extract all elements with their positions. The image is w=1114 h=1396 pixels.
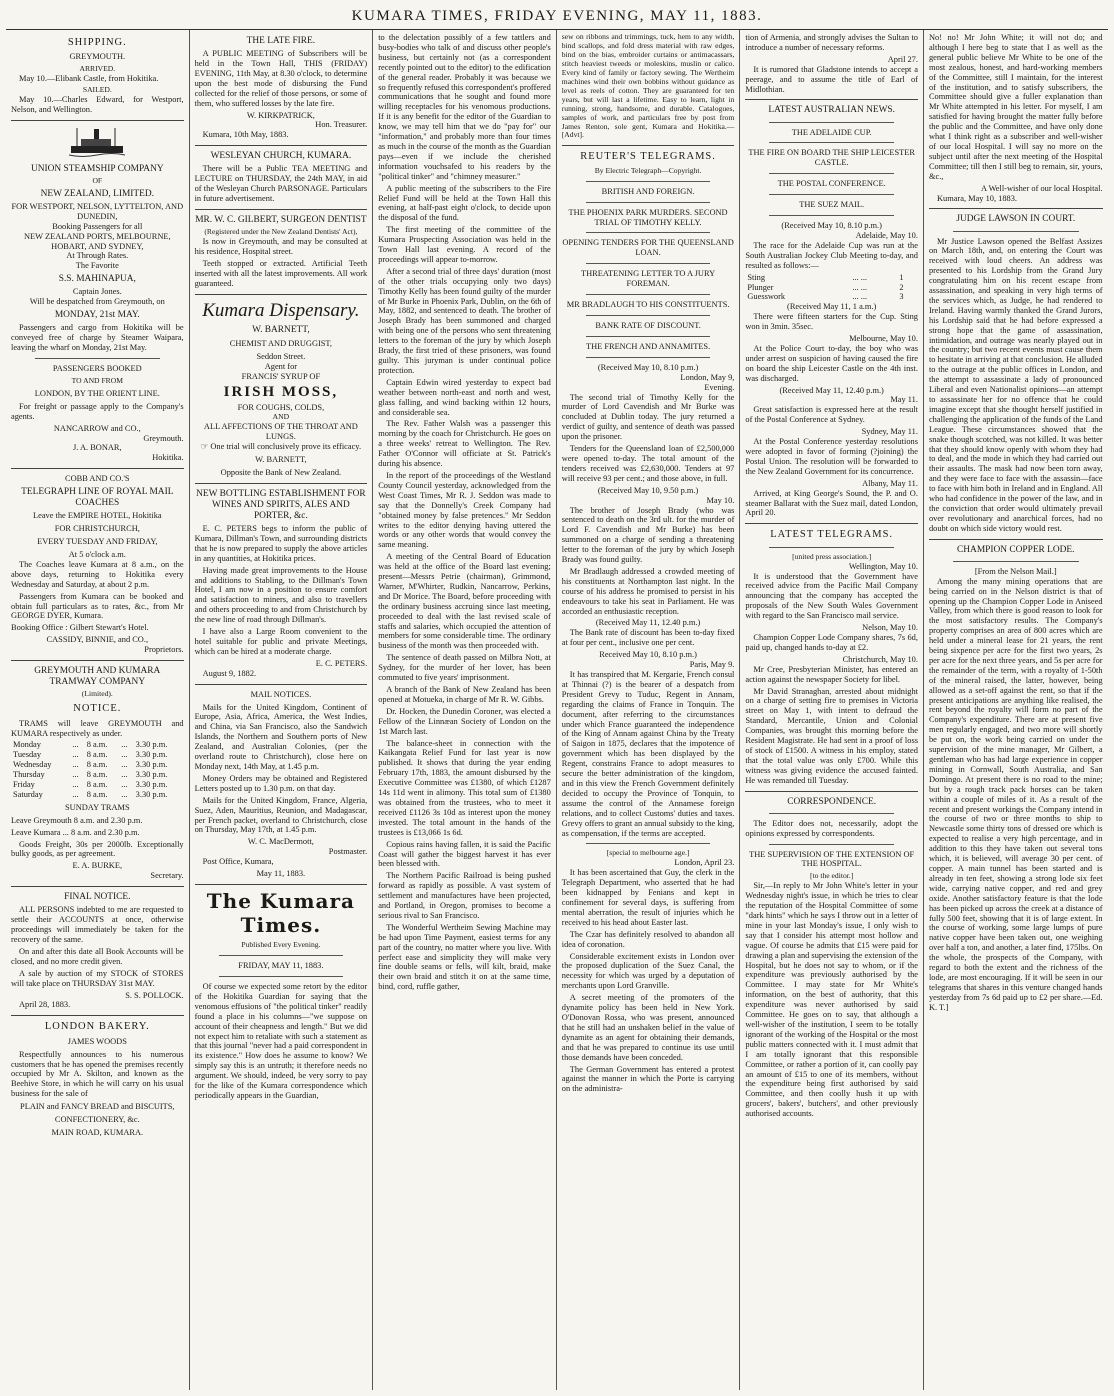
headline: THREATENING LETTER TO A JURY FOREMAN. [581,269,716,289]
bakery-addr: MAIN ROAD, KUMARA. [51,1127,144,1137]
special-line: [special to melbourne age.] [606,848,690,858]
pb-agent1: NANCARROW and CO., [53,423,141,433]
dateline: Evening. [704,382,735,392]
mail-body: Mails for the United Kingdom, Continent of Europe, Asia, Africa, America, the West Indies, and China, via San Francisco, also the Sandwich Islands, the Northern and Southern ports of New Zealand, and Australian Colonies, (per the overland route to Christchurch), close here on Monday next, 14th May, at 1.45 p.m. [194,702,368,771]
received-line: (Received May 10, 8.10 p.m.) [781,221,882,231]
telegram: Mr Bradlaugh addressed a crowded meeting of his constituents at Northampton last night. In the course of his address he promised to persist in his endeavours to take his seat in Parliament. He was accorded an enthusiastic reception. [561,566,735,616]
uss-title: UNION STEAMSHIP COMPANY [30,163,164,174]
telegram: tion of Armenia, and strongly advises the Sultan to introduce a number of necessary reforms. [745,33,918,52]
lan-title: LATEST AUSTRALIAN NEWS. [768,105,895,116]
mail-body3: Mails for the United Kingdom, France, Algeria, Suez, Aden, Mauritius, Reunion, and Madagascar, per French packet, overland to Christchurch, close on Thursday, May 17th, at 1.45 p.m. [194,795,368,835]
uss-rates: At Through Rates. [66,251,129,261]
reuter-by: By Electric Telegraph—Copyright. [594,165,702,175]
advert-text: sew on ribbons and trimmings, tuck, hem to any width, bind scallops, and fold dress material with raw edges, bind on the bias, embroider curtains or antimacassars, stitch heaviest tweeds or moleskins, muslin or calico. Every kind of family or factory sewing. The Wertheim machines wind their own bobbins without guidance as level as reels of cotton. They are guaranteed for ten years, but will last a lifetime. Easy to learn, light in running, strong, handsome, and durable. Catalogues, samples of work, and particulars free by post from James Renton, sole gent, Kumara and Hokitika.—[Advt]. [561,32,735,140]
dateline: London, May 9, [680,372,735,382]
bakery-conf: CONFECTIONERY, &c. [54,1115,140,1125]
headline: THE SUEZ MAIL. [799,200,865,210]
disp-role: CHEMIST AND DRUGGIST, [229,339,333,349]
cobb-for: FOR CHRISTCHURCH, [54,524,140,534]
mail-sig2: Postmaster. [328,847,368,857]
disp-opp: Opposite the Bank of New Zealand. [220,467,342,477]
uss-nz: NEW ZEALAND, LIMITED. [40,188,154,199]
tram-notice: NOTICE. [73,703,122,715]
telegram: Champion Copper Lode Company shares, 7s 6d, paid up, changed hands to-day at £2. [745,633,918,652]
telegram: Arrived, at King George's Sound, the P. and O. steamer Ballarat with the Suez mail, dated London, April 20. [745,488,918,518]
telegram: It has transpired that M. Kergarie, French consul at Thinnai (?) is the bearer of a despatch from President Grevy to Tuduc, Regent in Annam, regarding the claims of France in Tonquin. The document, after referring to the circumstances under which France guaranteed the independence of the King of Annam against China by the Treaty of Saigon in 1875, declares that the impotence of government which has been displayed by the Regent, constrains France to adopt measures to secure the better administration of the kingdom, and in this view the French Government definitely decided to occupy the Province of Tonquin, to assume the control of the Annamese foreign relations, and to collect Customs' duties and taxes. Grevy offers to grant an annual subsidy to the king, as compensation, if the terms are accepted. [561,670,735,838]
dateline: London, April 23. [674,858,735,868]
dateline: April 27. [887,54,918,64]
copper-from: [From the Nelson Mail.] [974,566,1057,576]
sunday-1: Leave Greymouth 8 a.m. and 2.30 p.m. [11,815,143,825]
telegram: Mr David Stranaghan, arrested about midnight on a charge of setting fire to premises in Victoria street on May 1, with intent to defraud the Standard, Mercantile, Union and Colonial Companies, was brought this morning before the Resident Magistrate. He had sent in a proof of loss of stock of £1500. A witness in his employ, stated that the total value was only £700. While this witness was giving evidence the accused fainted. He was remanded till Tuesday. [745,686,918,785]
wes-title: WESLEYAN CHURCH, KUMARA. [210,151,352,162]
shipping-title: SHIPPING. [67,37,127,48]
column-3 [373,30,557,1390]
upa-line: [united press association.] [792,551,872,561]
final-title: FINAL NOTICE. [64,892,131,903]
disp-all: ALL AFFECTIONS OF THE THROAT AND LUNGS. [203,422,358,442]
headline: THE FRENCH AND ANNAMITES. [585,341,711,351]
steamship-icon [11,126,184,161]
gilbert-body2: Teeth stopped or extracted. Artificial Teeth inserted with all the latest improvements. All work guaranteed. [194,258,368,288]
table-row: Wednesday ... 8 a.m. ... 3.30 p.m. [13,760,168,770]
article-paragraph: A public meeting of the subscribers to the Fire Relief Fund will be held at the Town Hall this evening, at half-past eight o'clock, to decide upon the disposal of the fund. [378,183,551,223]
tram-title: GREYMOUTH AND KUMARA TRAMWAY COMPANY [34,666,161,688]
mail-office: Post Office, Kumara, [202,857,274,867]
fire-sig2: Hon. Treasurer. [315,120,368,130]
sunday-2: Leave Kumara ... 8 a.m. and 2.30 p.m. [11,827,140,837]
telegram: The Czar has definitely resolved to abandon all idea of coronation. [561,929,735,949]
sunday-title: SUNDAY TRAMS [64,802,130,812]
letter-date: Kumara, May 10, 1883. [936,193,1017,203]
pb-agent2: J. A. BONAR, [72,443,122,453]
article-paragraph: A branch of the Bank of New Zealand has been opened at Motueka, in charge of Mr R. W. Gibbs. [378,685,551,704]
bottling-title: NEW BOTTLING ESTABLISHMENT FOR WINES AND SPIRITS, ALES AND PORTER, &c. [196,488,366,521]
uss-despatch: Will be despatched from Greymouth, on [29,297,165,307]
judge-title: JUDGE LAWSON IN COURT. [956,214,1076,225]
telegram: Considerable excitement exists in London over the proposed duplication of the Suez Canal, the necessity for which was urged by a deputation of merchants upon Lord Granville. [561,951,735,991]
telegram: There were fifteen starters for the Cup. Sting won in 3min. 35sec. [745,312,918,332]
corr-title: CORRESPONDENCE. [787,796,877,807]
gilbert-reg: (Registered under the New Zealand Dentists' Act), [204,227,358,237]
pb-title: PASSENGERS BOOKED [52,364,142,374]
telegram: Mr Cree, Presbyterian Minister, has entered an action against the newspaper Society for libel. [745,664,918,684]
bottling-sig: E. C. PETERS. [315,658,368,668]
dateline: Paris, May 9. [689,660,735,670]
final-body: ALL PERSONS indebted to me are requested to settle their ACCOUNTS at once, otherwise proceedings will immediately be taken for the recovery of the same. [11,905,184,945]
article-paragraph: The Rev. Father Walsh was a passenger this morning by the coach for Christchurch. He goes on a three weeks' retreat to Wellington. The Rev. Father O'Connor will officiate at St. Patrick's during his absence. [378,419,551,469]
column-1 [6,30,190,1390]
headline: THE ADELAIDE CUP. [791,127,872,137]
article-paragraph: to the delectation possibly of a few tattlers and busy-bodies who talk of and discuss other people's business, but certainly not (as a correspondent recently pointed out to the editor) to the edification of the general reader. Probably it was because we so frequently refused this correspondent's proffered communications that he sought and found more willing receptacles for his venomous productions. If it is any benefit for the editor of the Guardian to know, we may tell him that we do "pay for" our "information," and probably more than four times as much in the course of the month as the Guardian pays—even if we include the cherished information vouchsafed to his readers by the "political tinker" and "chimney measurer." [378,33,551,181]
goods-text: Goods Freight, 30s per 2000lb. Exceptionally bulky goods, as per agreement. [11,839,184,859]
tram-sig2: Secretary. [150,871,184,881]
telegram: The second trial of Timothy Kelly for the murder of Lord Cavendish and Mr Burke was concluded at Dublin today. The jury returned a verdict of guilty, and sentence of death was passed upon the prisoner. [561,392,735,442]
dateline: Wellington, May 10. [848,561,918,571]
lt-title: LATEST TELEGRAMS. [770,529,894,541]
cobb-leave: Leave the EMPIRE HOTEL, Hokitika [32,511,162,521]
final-body3: A sale by auction of my STOCK of STORES will take place on THURSDAY 31st MAY. [11,968,184,988]
received-line: (Received May 10, 9.50 p.m.) [597,485,699,495]
headline: MR BRADLAUGH TO HIS CONSTITUENTS. [566,300,730,310]
pointing-hand-icon: ☞ [200,442,209,452]
telegram: At the Police Court to-day, the boy who was under arrest on suspicion of having caused the fire on board the ship Leicester Castle on the 4th inst. was discharged. [745,343,918,383]
uss-captain: Captain Jones. [72,287,122,297]
paper-sub: Published Every Evening. [241,940,321,950]
columns [6,30,1108,1390]
dateline: Sydney, May 11. [861,427,918,437]
gilbert-body: Is now in Greymouth, and may be consulted at his residence, Hospital street. [194,237,368,256]
arrived-label: ARRIVED. [79,64,116,74]
cobb-line: TELEGRAPH LINE OF ROYAL MAIL COACHES [21,487,174,509]
headline: BANK RATE OF DISCOUNT. [595,321,701,331]
paper-date: FRIDAY, MAY 11, 1883. [238,961,324,971]
disp-and: AND [272,412,290,422]
article-paragraph: The Wonderful Wertheim Sewing Machine may be had upon Time Payment, easiest terms for any part of the country, no matter where you live. With perfect ease and simplicity they will make very fine double seams or fells, will kilt, braid, make their own braid and stitch it on at the same time, bind, cord, ruffle gather, [378,922,551,992]
uss-date: MONDAY, 21st MAY. [54,310,140,321]
dateline: Albany, May 11. [862,478,918,488]
telegram: Tenders for the Queensland loan of £2,500,000 were opened to-day. The total amount of the tenders received was £2,630,000. Tenders at 97 will receive 93 per cent.; and those above, in full. [561,444,735,483]
received-line: (Received May 10, 8.10 p.m.) [597,362,699,372]
headline: THE POSTAL CONFERENCE. [777,179,886,189]
article-paragraph: A meeting of the Central Board of Education was held at the office of the Board last evening; present—Messrs Petrie (chairman), Grimmond, Warner, M'Whirter, Rudkin, Nancarrow, Perkins, and Dr Morice. The Board, before proceeding with the ordinary business accruing since last meeting, proceeded to deal with the last revised scale of staffs and salaries, which occupied the attention of members for some considerable time. The ordinary business of the month was then proceeded with. [378,552,551,651]
table-row: Guesswork ... ... 3 [747,292,904,302]
disp-trial: One trial will conclusively prove its efficacy. [210,442,362,452]
telegram: The German Government has entered a protest against the manner in which the Porte is carrying on the administra- [561,1064,735,1094]
article-paragraph: The balance-sheet in connection with the Kaikangata Relief Fund for last year is now published. It shows that during the year ending February 17th, 1883, the amount disbursed by the Executive Committee was £1380, of which £1287 14s 11d went in alimony. This total sum of £1380 was obtained from the trustees, who to meet it received £1126 3s 10d as interest upon the money invested. The total amount in the hands of the trustees is £13,066 1s 6d. [378,738,551,837]
dateline: Nelson, May 10. [862,623,918,633]
table-row: Tuesday ... 8 a.m. ... 3.30 p.m. [13,750,168,760]
paper-title: The Kumara Times. [206,888,355,937]
mail-body2: Money Orders may be obtained and Registered Letters posted up to 1.30 p.m. on that day. [194,773,368,793]
uss-ship: S.S. MAHINAPUA, [58,274,136,285]
masthead: KUMARA TIMES, FRIDAY EVENING, MAY 11, 1883. [6,6,1108,30]
port-heading: GREYMOUTH. [69,52,126,62]
editorial-text: Of course we expected some retort by the editor of the Hokitika Guardian for saying that the venomous effusions of "the political tinker" readily found a place in his columns—"we suppose on account of their cheapness and length." But we did not expect him to retaliate with such a statement as that this journal "never had a paid correspondent in its existence." How does he assume to know? We simply say this is an untruth; it therefore needs no argument. We should, indeed, be very sorry to pay for the like of the Kumara correspondence which periodically appears in the Guardian, [194,981,368,1100]
bottling-date: August 9, 1882. [202,668,257,678]
cobb-body2: Passengers from Kumara can be booked and obtain full particulars as to rates, &c., from Mr GEORGE DYER, Kumara. [11,591,184,621]
letter-sig: A Well-wisher of our local Hospital. [981,183,1103,193]
disp-street: Seddon Street. [256,351,306,361]
table-row: Friday ... 8 a.m. ... 3.30 p.m. [13,780,168,790]
cobb-props2: Proprietors. [144,645,184,655]
fire-sig: W. KIRKPATRICK, [246,110,315,120]
column-6 [924,30,1108,1390]
cobb-office: Booking Office : Gilbert Stewart's Hotel. [11,623,149,633]
sailed-text: May 10.—Charles Edward, for Westport, Nelson, and Wellington. [11,95,184,114]
pb-agent1-town: Greymouth. [143,433,184,443]
final-sig: S. S. POLLOCK. [125,990,184,1000]
tram-timetable [11,740,184,799]
bakery-body: Respectfully announces to his numerous customers that he has opened the premises recently occupied by Mr A. Skilton, and known as the Beehive Store, in which he will carry on his usual business for the sale of [11,1049,184,1099]
sup-to: [to the editor.] [810,871,854,881]
dateline: Adelaide, May 10. [855,230,918,240]
pb-line: LONDON, BY THE ORIENT LINE. [34,388,160,398]
table-row: Sting ... ... 1 [747,272,904,282]
article-paragraph: The first meeting of the committee of the Kumara Prospecting Association was held in the Town Hall last evening. A record of the proceedings will appear to-morrow. [378,225,551,264]
fire-date: Kumara, 10th May, 1883. [202,130,289,140]
bakery-name: JAMES WOODS [67,1036,127,1046]
headline: THE FIRE ON BOARD THE SHIP LEICESTER CASTLE. [748,148,915,168]
tram-body: TRAMS will leave GREYMOUTH and KUMARA respectively as under. [11,718,184,738]
telegram: A secret meeting of the promoters of the dynamite policy has been held in New York. O'Donovan Rossa, who was present, announced that he still had an unshaken belief in the value of dynamite as an agent for obtaining their demands, and that he was prepared to continue its use until those demands have been conceded. [561,993,735,1062]
telegram: At the Postal Conference yesterday resolutions were adopted in favor of forming (?joining) the Postal Union. The resolution will be forwarded to the New Zealand Government for its concurrence. [745,437,918,476]
bf-title: BRITISH AND FOREIGN. [601,186,695,196]
dispensary-title: Kumara Dispensary. [202,299,360,321]
dateline: Melbourne, May 10. [849,334,918,344]
sup-body: Sir,—In reply to Mr John White's letter in your Wednesday night's issue, in which he tries to clear the reputation of the Hospital Committee of some "dark hints" which he says I throw out in a letter of mine in your last Monday's issue, I only wish to say that I consider his attempt most hollow and vague. Of course he admits that £15 were paid for drawing a plan and supervising the extension of the Hospital, but he does not say to whom, or if the expenditure was previously authorised by the Committee. I may state for Mr White's information, on the best of authority, that this expenditure was never authorised by said Committee. He goes on to say, that although a well-wisher of the institution, I seem to be totally ignorant of the working of the Hospital or the most public matters connected with it. I must admit that I am totally ignorant that this responsible Committee, or rather a portion of it, can coolly pay an amount of £15 to one of its members, without the expenditure being first authorised by said Committee, and then coolly hush it up with grocers', bakers', butchers', and other previously authorised accounts. [745,881,918,1119]
uss-booking: Booking Passengers for all [52,221,143,231]
bottling-body: E. C. PETERS begs to inform the public of Kumara, Dillman's Town, and surrounding districts that he is now prepared to supply the above articles in any quantities, at Hokitika prices. [194,524,368,563]
bakery-goods: PLAIN and FANCY BREAD and BISCUITS, [20,1102,175,1112]
pb-agent2-town: Hokitika. [152,453,184,463]
fire-title: THE LATE FIRE. [246,36,316,46]
telegram: It is understood that the Government have received advice from the Pacific Mail Company announcing that the company has accepted the proposals of the New South Wales Government with regard to the San Francisco mail service. [745,571,918,621]
received-line: (Received May 11, 12.40 p.m.) [595,618,701,628]
cobb-time: At 5 o'clock a.m. [68,550,126,560]
sup-title: THE SUPERVISION OF THE EXTENSION OF THE HOSPITAL. [749,849,915,869]
column-2 [190,30,374,1390]
bottling-body2: Having made great improvements to the House and additions to Stabling, to the Dillman's Town Hotel, I am now in a position to ensure comfort and satisfaction to miners, and also to travellers and others proceeding to and from Christchurch by the new line of road through Dillman's. [194,565,368,625]
table-row: Monday ... 8 a.m. ... 3.30 p.m. [13,740,168,750]
article-paragraph: Copious rains having fallen, it is said the Pacific Coast will gather the biggest harvest it has ever been blessed with. [378,839,551,869]
disp-moss: IRISH MOSS, [223,383,339,400]
mail-title: MAIL NOTICES. [250,689,312,699]
sailed-label: SAILED. [82,85,112,95]
telegram: It is rumored that Gladstone intends to accept a peerage, and to assume the title of Earl of Midlothian. [745,64,918,94]
disp-syrup: FRANCIS' SYRUP OF [241,371,321,381]
article-paragraph: In the report of the proceedings of the Westland County Council yesterday, acknowledged from the West Coast Times, Mr R. J. Seddon was made to say that the Donnelly's Creek Company had "obtained money by false pretences." Mr Seddon writes to the editor denying having uttered the words or any other words that would convey the same meaning. [378,470,551,550]
fire-body: A PUBLIC MEETING of Subscribers will be held in the Town Hall, THIS (FRIDAY) EVENING, 11th May, at 8.30 o'clock, to determine upon the best mode of disbursing the Fund collected for the relief of those persons, or some of them, who suffered losses by the late fire. [194,49,368,108]
tram-ltd: (Limited). [81,689,113,699]
table-row: Saturday ... 8 a.m. ... 3.30 p.m. [13,789,168,799]
article-paragraph: Dr. Hocken, the Dunedin Coroner, was elected a Fellow of the Linnæan Society of London on the 1st March last. [378,706,551,736]
telegram: Great satisfaction is expressed here at the result of the Postal Conference at Sydney. [745,405,918,425]
tram-sig: E. A. BURKE, [72,861,123,871]
reuter-title: REUTER'S TELEGRAMS. [580,151,716,163]
uss-ports: NEW ZEALAND PORTS, MELBOURNE, HOBART, AND SYDNEY, [23,231,171,251]
received-line: (Received May 11, 12.40 p.m.) [779,385,884,395]
disp-name: W. BARNETT, [252,324,310,335]
copper-body: Among the many mining operations that are being carried on in the Nelson district is that of opening up the Champion Copper Lode in Aniseed Valley, from which there is good reason to look for the most satisfactory results. The Company's property comprises an area of 800 acres which are held under a mineral lease for 21 years, the rent being sixpence per acre for the first two years, 2s per acre for the next three years, and 5s per acre for the remainder of the term, with a royalty of 1-50th of the mineral raised, the latter, however, being allowed as a set-off against the rent, so that if the present anticipations are anything like realised, the rent beyond the royalty will form no part of the Company's expenditure. There are at present five men regularly engaged, and two more will shortly be put on, the work being carried on under the supervision of the mine manager, Mr Gilbert, a gentleman who has had large experience in copper mining in Cornwall, South Australia, and San Domingo. At present there is no road to the mine; but by a rough track pack horses can be taken within a couple of miles of it. As a result of the recent and present workings the Company intend in the course of two or three months to ship to Newcastle some thirty tons of dressed ore which is expected to realise a very high percentage, and in addition to this they have taken out several tons which, it is believed, will average 30 per cent. of copper. A main tunnel has been started and is already in ten feet, showing a strong lode six feet wide, carrying native copper, and red and grey oxide. Another satisfactory feature is that the lode has been picked up across the creek at a distance of fully 500 feet, showing that it is of large extent. In the course of working, some large lumps of pure native copper have been taken out, one weighing over half a ton, and another, a later find, 175lbs. On the whole, the prospects of the Company, with regard to both the extent and the richness of the lode, are most encouraging. If it will be seen in our telegrams that shares in this venture changed hands yesterday from 7s 6d paid up to £2 per share.—Ed. K. T.] [928,576,1103,1012]
corr-note: The Editor does not, necessarily, adopt the opinions expressed by correspondents. [745,818,918,838]
headline: OPENING TENDERS FOR THE QUEENSLAND LOAN. [562,238,734,258]
copper-title: CHAMPION COPPER LODE. [957,544,1075,555]
mail-date: May 11, 1883. [256,869,306,879]
wes-body: There will be a Public TEA MEETING and LECTURE on THURSDAY, the 24th MAY, in aid of the Wesleyan Church PARSONAGE. Particulars in future advertisement. [194,164,368,204]
disp-for: FOR COUGHS, COLDS, [237,403,325,413]
dateline: May 11. [890,395,918,405]
cobb-props: CASSIDY, BINNIE, and CO., [46,635,149,645]
pb-to: TO AND FROM [71,375,123,385]
article-paragraph: The sentence of death passed on Milbra Nott, at Sydney, for the murder of her lover, has been commuted to five years' imprisonment. [378,653,551,683]
article-paragraph: Captain Edwin wired yesterday to expect bad weather between north-east and north and west, glass falling, and wind backing within 12 hours, and considerable sea. [378,377,551,417]
disp-agent: Agent for [264,361,298,371]
bottling-body3: I have also a Large Room convenient to the hotel suitable for public and private Meetings, which can be hired at a moderate charge. [194,627,368,656]
arrived-text: May 10.—Elibank Castle, from Hokitika. [19,74,159,84]
cobb-days: EVERY TUESDAY AND FRIDAY, [37,537,158,547]
bakery-title: LONDON BAKERY. [44,1021,150,1033]
uss-fav: The Favorite [75,261,119,271]
column-5 [740,30,924,1390]
uss-of: OF [92,175,103,185]
dateline: Christchurch, May 10. [842,654,918,664]
final-date: April 28, 1883. [19,1000,71,1010]
race-results [745,273,918,303]
table-row: Plunger ... ... 2 [747,282,904,292]
telegram: The brother of Joseph Brady (who was sentenced to death on the 3rd ult. for the murder of Lord F. Cavendish and Mr Burke) has been summoned on a charge of sending a threatening letter to the foreman of the jury by which Joseph Brady was found guilty. [561,505,735,565]
uss-cargo: Passengers and cargo from Hokitika will be conveyed free of charge by Steamer Waipara, leaving the wharf on Monday, 21st May. [11,323,184,353]
telegram: The race for the Adelaide Cup was run at the South Australian Jockey Club Meeting to-day, and resulted as follows:— [745,240,918,270]
pb-freight: For freight or passage apply to the Company's agents. [11,401,184,421]
judge-body: Mr Justice Lawson opened the Belfast Assizes on March 18th, and, on entering the Court was received with loud cheers. An address was presented to his Lordship from the Grand Jury congratulating him on his recent escape from assassination, and speaking in very high terms of the services which, as Judge, he had rendered to Ireland. Having warmly thanked the Grand Jurors, his Lordship said that he had before expressed a strong hope that the game of assassination, intimidation, and outrage was nearly played out in the country; but two recent events must cause them to hesitate in arriving at that conclusion. He alluded to the outrage at the public offices in London, and the attempt to assassinate a lady of pronounced Liberal and even Nationalist opinions—an attempt to assassinate her for no offence that he could imagine except that she thought herself justified in challenging the application of the funds of the Land League. These circumstances showed that the snake though scotched, was not killed. It was better that they should know openly with whom they had to deal, and the mode in which they had carried out their assaults. The mask had now been torn away, and they were face to face with the assassin—face to face with him both in Ireland and in England. All who had confidence in the power of the law, and in the conviction that order would ultimately prevail over revolutionary and anarchical forces, had no doubt on which side victory would rest. [928,236,1103,533]
uss-for: FOR WESTPORT, NELSON, LYTTELTON, AND DUNEDIN, [11,201,184,221]
table-row: Thursday ... 8 a.m. ... 3.30 p.m. [13,770,168,780]
telegram: The Bank rate of discount has been to-day fixed at four per cent., inclusive one per cent. [561,628,735,648]
disp-trial-line [195,442,368,452]
column-4 [557,30,741,1390]
received-line: Received May 10, 8.10 p.m.) [599,650,697,660]
final-body2: On and after this date all Book Accounts will be closed, and no more credit given. [11,946,184,966]
letter-text: No! no! Mr John White; it will not do; and although I here beg to state that I as well as the general public believe Mr White to be one of the most zealous, honest, and hard-working members of the Committee, still I maintain, for the interest of the institution, and to satisfy subscribers, the Committee should give a fuller explanation than Mr White attempted in his letter. For myself, I am satisfied for having brought the matter fully before the public and the Committee, and have only done what I think right as a subscriber and well-wisher of our local Hospital. I will say no more on the subject until after the next meeting of the Hospital Committee; till then I still beg to remain, sir, yours, &c., [928,33,1103,181]
cobb-title: COBB AND CO.'S [65,474,130,484]
cobb-body: The Coaches leave Kumara at 8 a.m., on the above days, returning to Hokitika every Wednesday and Saturday, at about 2 p.m. [11,559,184,589]
gilbert-title: MR. W. C. GILBERT, SURGEON DENTIST [195,214,367,225]
telegram: It has been ascertained that Guy, the clerk in the Telegraph Department, who asserted that he had been kidnapped by Fenians and kept in confinement for several days, is suffering from mental aberration, the result of injuries which he received to his head about Easter last. [561,868,735,927]
headline: THE PHOENIX PARK MURDERS. SECOND TRIAL OF TIMOTHY KELLY. [568,207,728,227]
received-line: (Received May 11, 1 a.m.) [787,302,877,312]
mail-sig: W. C. MacDermott, [247,837,314,847]
disp-sig: W. BARNETT, [255,454,307,464]
dateline: May 10. [706,495,735,505]
article-paragraph: After a second trial of three days' duration (most of the other trials occupying only two days) Timothy Kelly has been found guilty of the murder of Mr Burke in Phoenix Park, Dublin, on the 6th of May, 1882, and sentenced to death. The brother of Joseph Brady has been summoned and charged with being one of the persons who sent threatening letters to the foreman of the jury by which Joseph Brady, the first tried of these prisoners, was found guilty. This juryman is under continual police protection. [378,266,551,375]
article-paragraph: The Northern Pacific Railroad is being pushed forward as rapidly as possible. A vast system of settlement and manufactures have been projected, and Portland, in Oregon, promises to become a serious rival to San Francisco. [378,871,551,920]
